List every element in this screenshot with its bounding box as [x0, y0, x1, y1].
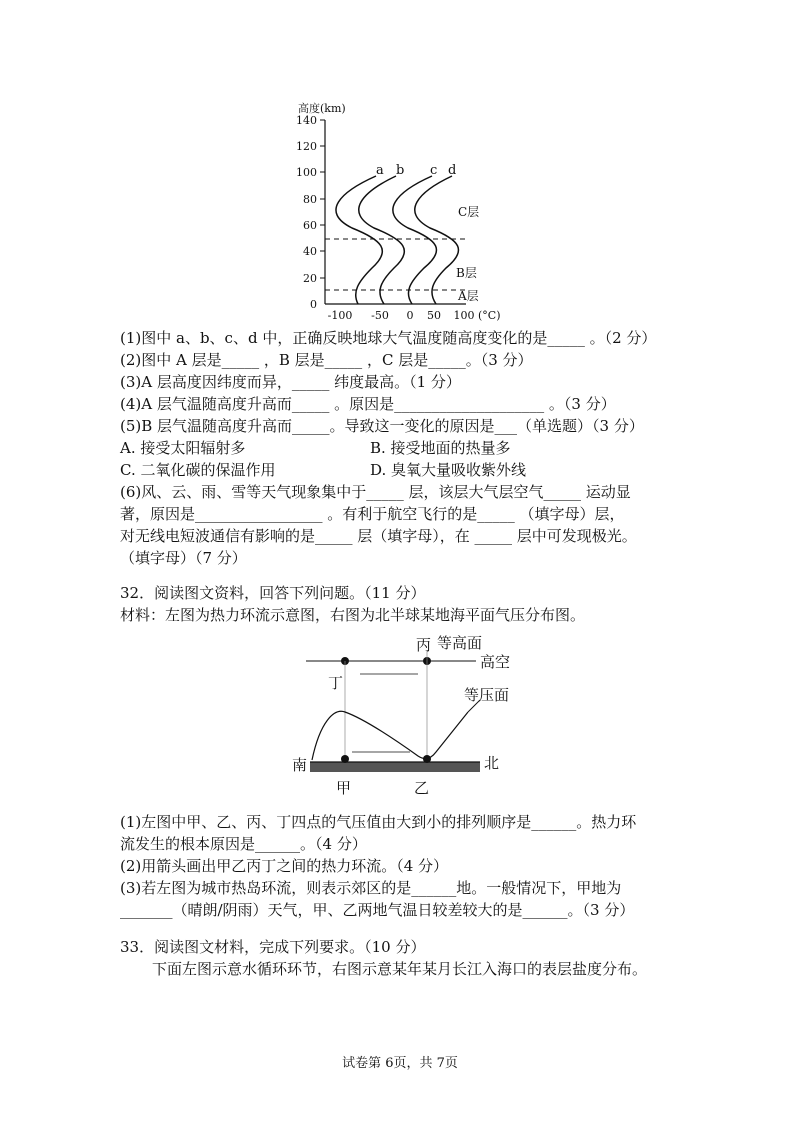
q31-line: 对无线电短波通信有影响的是_____ 层（填字母），在 _____ 层中可发现极光。 [120, 527, 637, 545]
curve-c [393, 176, 437, 304]
y-tick-labels [296, 114, 317, 311]
x-axis-unit: (°C) [478, 309, 501, 322]
label-south: 南 [292, 756, 308, 774]
curve-a [336, 176, 382, 304]
q32-line: (1)左图中甲、乙、丙、丁四点的气压值由大到小的排列顺序是______。热力环 [120, 813, 637, 831]
label-isobar: 等压面 [464, 686, 510, 704]
isobar-curve [312, 711, 468, 760]
q31-line: (5)B 层气温随高度升高而_____。导致这一变化的原因是___（单选题）（3 分） [120, 417, 644, 435]
x-tick-label: 100 [453, 309, 475, 322]
y-axis-title: 高度(km) [298, 102, 346, 115]
x-tick-label: 0 [406, 309, 414, 322]
thermal-circulation-figure [290, 632, 510, 802]
q32-line: _______（晴朗/阴雨）天气，甲、乙两地气温日较差较大的是______。（3 分） [120, 901, 635, 919]
label-high-altitude: 高空 [480, 653, 511, 671]
x-tick-labels [328, 309, 475, 322]
y-tick-label: 60 [303, 219, 317, 232]
curve-label-a: a [376, 163, 384, 178]
layer-label-a: A层 [458, 289, 479, 303]
y-tick-label: 120 [296, 140, 317, 153]
y-tick-label: 0 [310, 298, 317, 311]
q31-line: (3)A 层高度因纬度而异，_____ 纬度最高。（1 分） [120, 373, 461, 391]
y-ticks [320, 120, 325, 278]
x-tick-label: 50 [427, 309, 441, 322]
page-footer: 试卷第 6页，共 7页 [342, 1056, 458, 1071]
point-jia [341, 755, 349, 763]
label-ding: 丁 [328, 674, 344, 692]
y-tick-label: 140 [296, 114, 317, 127]
y-tick-label: 100 [296, 166, 317, 179]
y-tick-label: 20 [303, 272, 317, 285]
layer-labels [456, 205, 479, 303]
atmosphere-temperature-figure [290, 96, 501, 326]
curve-label-b: b [396, 163, 405, 178]
q31-line: (4)A 层气温随高度升高而_____ 。原因是____________________ 。（3 分） [120, 395, 616, 413]
y-tick-label: 80 [303, 193, 317, 206]
q31-option-d: D. 臭氧大量吸收紫外线 [370, 461, 527, 479]
q32-line: (2)用箭头画出甲乙丙丁之间的热力环流。（4 分） [120, 857, 449, 875]
ground-hatching [310, 762, 480, 772]
label-isobaric-top: 等高面 [437, 634, 483, 652]
q33-text: 下面左图示意水循环环节，右图示意某年某月长江入海口的表层盐度分布。 [152, 960, 648, 978]
curve-label-c: c [430, 163, 438, 178]
q31-line: (6)风、云、雨、雪等天气现象集中于_____ 层，该层大气层空气_____ 运动显 [120, 483, 631, 501]
curve-d [415, 176, 459, 304]
q33-title: 33．阅读图文材料，完成下列要求。（10 分） [120, 938, 426, 956]
layer-label-c: C层 [458, 205, 480, 219]
q31-line: (2)图中 A 层是_____ ，B 层是_____ ，C 层是_____。（3 分） [120, 351, 533, 369]
curve-labels [376, 163, 456, 178]
label-jia: 甲 [336, 779, 352, 797]
point-yi [423, 755, 431, 763]
q31-line: (1)图中 a、b、c、d 中，正确反映地球大气温度随高度变化的是_____ 。（2 分） [120, 329, 657, 347]
layer-label-b: B层 [456, 266, 477, 280]
q31-option-c: C. 二氧化碳的保温作用 [120, 461, 276, 479]
q31-line: 著，原因是_________________ 。有利于航空飞行的是_____ （填字母）层， [120, 505, 625, 523]
label-bing: 丙 [416, 636, 432, 654]
q32-line: (3)若左图为城市热岛环流，则表示郊区的是______地。一般情况下，甲地为 [120, 879, 622, 897]
curve-b [359, 176, 405, 304]
y-tick-label: 40 [303, 245, 317, 258]
q32-material: 材料：左图为热力环流示意图，右图为北半球某地海平面气压分布图。 [120, 606, 586, 624]
x-tick-label: -100 [327, 309, 353, 322]
x-tick-label: -50 [371, 309, 389, 322]
q31-option-a: A. 接受太阳辐射多 [120, 439, 246, 457]
curve-label-d: d [448, 163, 457, 178]
q31-line: （填字母）（7 分） [120, 549, 247, 567]
label-north: 北 [484, 754, 500, 772]
q32-title: 32．阅读图文资料，回答下列问题。（11 分） [120, 584, 426, 602]
label-yi: 乙 [414, 779, 430, 797]
q31-option-b: B. 接受地面的热量多 [370, 439, 511, 457]
q32-line: 流发生的根本原因是______。（4 分） [120, 835, 367, 853]
